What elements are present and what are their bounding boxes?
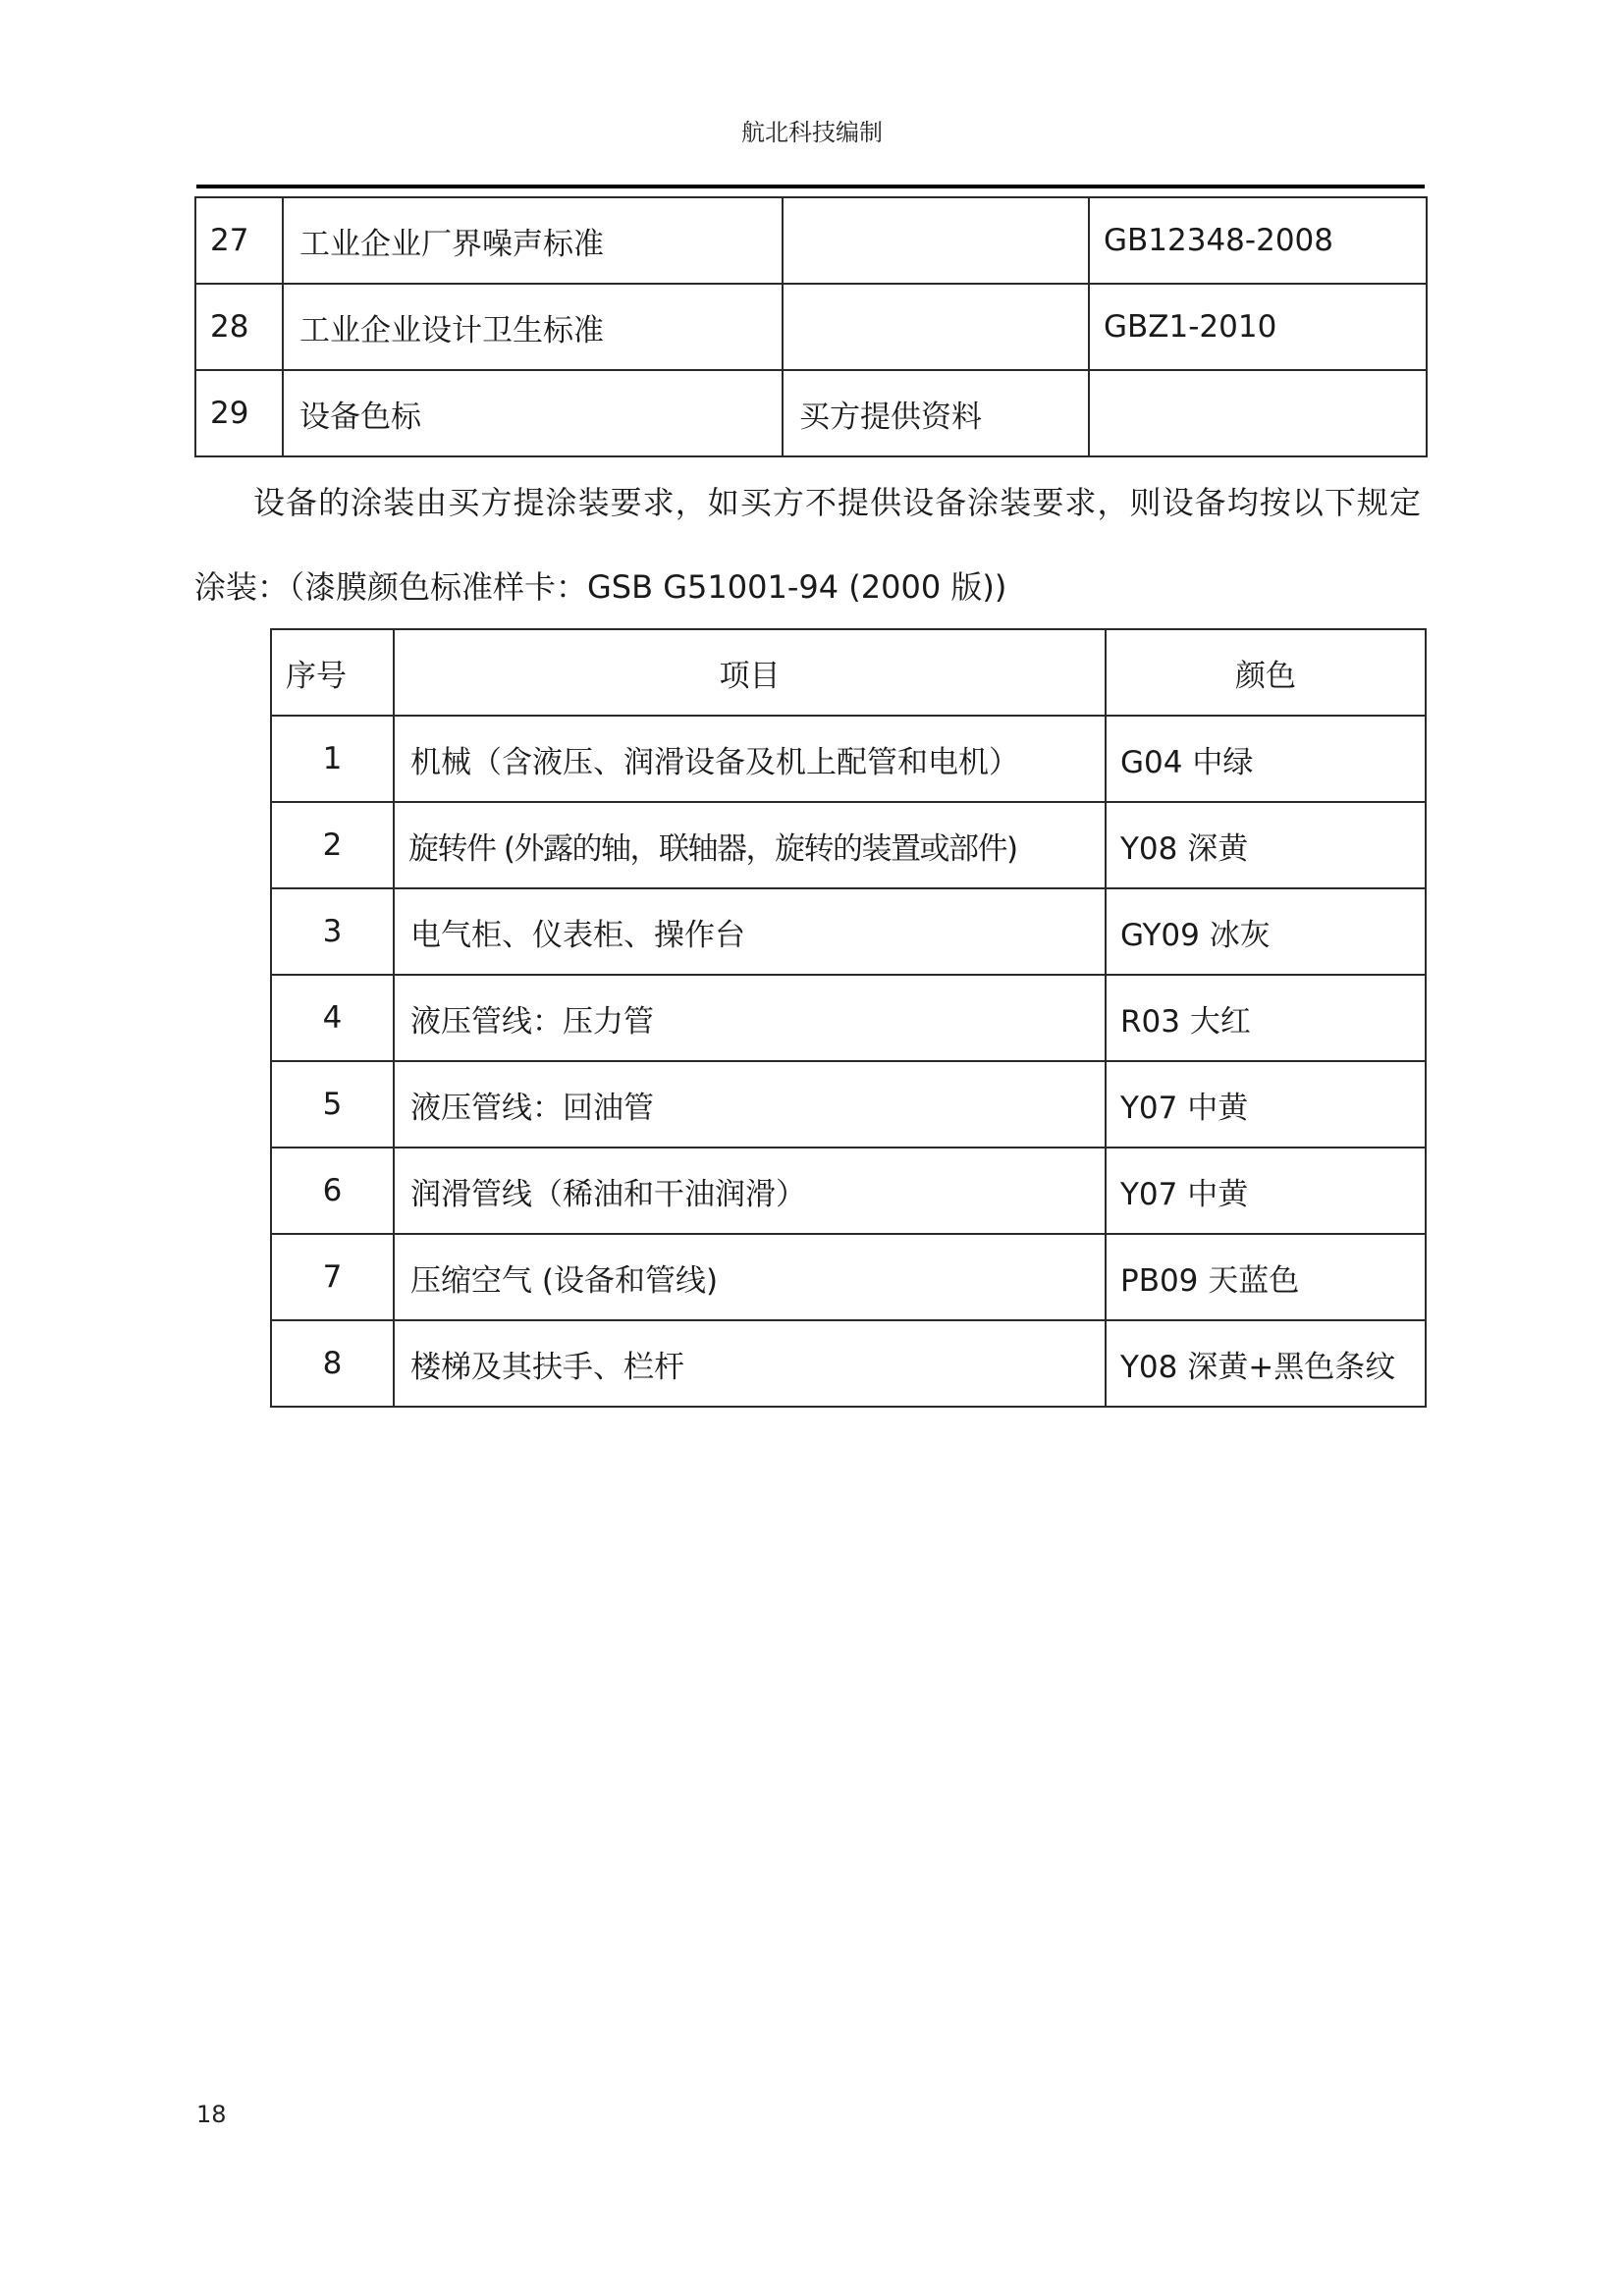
row-color: Y08 深黄: [1106, 802, 1426, 888]
header-color: 颜色: [1106, 629, 1426, 716]
row-number: 29: [195, 370, 283, 456]
table-row: [271, 888, 1426, 975]
table-row: [271, 1061, 1426, 1148]
header-rule: [196, 185, 1425, 188]
header-index: 序号: [271, 629, 394, 716]
row-number: 28: [195, 284, 283, 370]
paint-color-table: [270, 628, 1427, 1408]
table-row: [271, 1320, 1426, 1407]
row-color: G04 中绿: [1106, 716, 1426, 802]
row-color: Y07 中黄: [1106, 1148, 1426, 1234]
table-row: [195, 370, 1427, 456]
row-index: 8: [271, 1320, 394, 1407]
row-color: PB09 天蓝色: [1106, 1234, 1426, 1320]
page-header-title: 航北科技编制: [741, 119, 883, 146]
row-index: 6: [271, 1148, 394, 1234]
paragraph-line-1: 设备的涂装由买方提涂装要求，如买方不提供设备涂装要求，则设备均按以下规定: [253, 484, 1422, 521]
page-number: 18: [196, 2101, 227, 2128]
standard-name: 设备色标: [283, 370, 783, 456]
row-color: GY09 冰灰: [1106, 888, 1426, 975]
table-header-row: [271, 629, 1426, 716]
paragraph-line-2: 涂装：（漆膜颜色标准样卡：GSB G51001-94 (2000 版)): [194, 568, 1007, 606]
row-item: 液压管线：压力管: [394, 975, 1106, 1061]
table-row: [195, 197, 1427, 284]
table-row: [195, 284, 1427, 370]
row-index: 1: [271, 716, 394, 802]
row-item: 润滑管线（稀油和干油润滑）: [394, 1148, 1106, 1234]
row-color: Y08 深黄+黑色条纹: [1106, 1320, 1426, 1407]
row-item: 压缩空气 (设备和管线): [394, 1234, 1106, 1320]
standard-note: [783, 284, 1089, 370]
row-index: 7: [271, 1234, 394, 1320]
standard-code: GB12348-2008: [1089, 197, 1427, 284]
standard-note: [783, 197, 1089, 284]
standard-code: [1089, 370, 1427, 456]
table-row: [271, 975, 1426, 1061]
standard-name: 工业企业设计卫生标准: [283, 284, 783, 370]
row-item: 液压管线：回油管: [394, 1061, 1106, 1148]
table-row: [271, 1148, 1426, 1234]
standard-note: 买方提供资料: [783, 370, 1089, 456]
row-index: 2: [271, 802, 394, 888]
table-row: [271, 802, 1426, 888]
row-index: 5: [271, 1061, 394, 1148]
standards-table: [194, 196, 1428, 457]
row-item: 旋转件 (外露的轴，联轴器，旋转的装置或部件): [394, 802, 1106, 888]
header-item: 项目: [394, 629, 1106, 716]
standard-code: GBZ1-2010: [1089, 284, 1427, 370]
row-index: 3: [271, 888, 394, 975]
row-item: 楼梯及其扶手、栏杆: [394, 1320, 1106, 1407]
table-row: [271, 716, 1426, 802]
row-index: 4: [271, 975, 394, 1061]
row-item: 机械（含液压、润滑设备及机上配管和电机）: [394, 716, 1106, 802]
table-row: [271, 1234, 1426, 1320]
row-color: Y07 中黄: [1106, 1061, 1426, 1148]
row-item: 电气柜、仪表柜、操作台: [394, 888, 1106, 975]
standard-name: 工业企业厂界噪声标准: [283, 197, 783, 284]
row-number: 27: [195, 197, 283, 284]
row-color: R03 大红: [1106, 975, 1426, 1061]
